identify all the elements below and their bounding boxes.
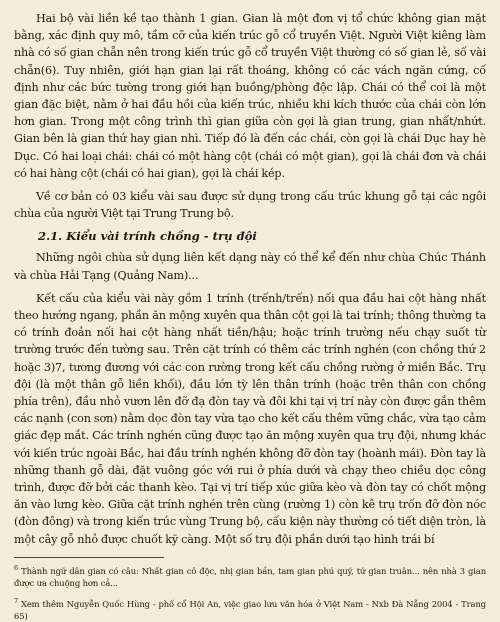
footnote-text: Xem thêm Nguyễn Quốc Hùng - phố cổ Hội An, việc giao lưu văn hóa ở Việt Nam - Nxb Đà Nẵng 2004 - Trang 65) [14,598,486,620]
section-heading: 2.1. Kiểu vài trính chồng - trụ đội [14,229,486,243]
footnote [14,595,486,622]
body-paragraph: Những ngôi chùa sử dụng liên kết dạng này có thể kể đến như chùa Chúc Thánh và chùa Hải Tạng (Quảng Nam)... [14,249,486,283]
footnote [14,562,486,590]
body-paragraph: Hai bộ vài liền kề tạo thành 1 gian. Gian là một đơn vị tổ chức không gian mặt bằng, xác định quy mô, tầm cỡ của kiến trúc gỗ cổ truyền Việt. Người Việt kiêng làm nhà có số gian chẵn nên trong kiến trúc gỗ cổ truyền Việt thường có số gian lẻ, số vài chẵn(6). Tuy nhiên, giới hạn gian lại rất thoáng, không có các vách ngăn cứng, cố định như các bức tường trong giới hạn buồng/phòng độc lập. Chái có thể coi là một gian đặc biệt, nằm ở hai đầu hồi của kiến trúc, nhiều khi kích thước của chái còn lớn hơn gian. Trong một công trình thì gian giữa còn gọi là gian trung, gian nhất/nhứt. Gian bên là gian thứ hay gian nhì. Tiếp đó là đến các chái, còn gọi là chái Dục hay hè Dục. Có hai loại chái: chái có một hàng cột (chái có một gian), gọi là chái đơn và chái có hai hàng cột (chái có hai gian), gọi là chái kép. [14,10,486,182]
footnote-marker: 6 [14,564,18,572]
footnote-text: Thành ngữ dân gian có câu: Nhất gian cô độc, nhị gian bần, tam gian phú quý, tứ gian truân... nên nhà 3 gian được ưa chuộng hơn cả... [14,566,486,588]
footnote-marker: 7 [14,597,18,605]
footnote-divider [14,557,164,558]
body-paragraph: Về cơ bản có 03 kiểu vài sau được sử dụng trong cấu trúc khung gỗ tại các ngôi chùa của người Việt tại Trung Trung bộ. [14,188,486,222]
body-paragraph: Kết cấu của kiểu vài này gồm 1 trính (trếnh/trến) nối qua đầu hai cột hàng nhất theo hướng ngang, phần ăn mộng xuyên qua thân cột gọi là tai trính; thông thường ta có trính đoản nối hai cột hàng nhất tiền/hậu; hoặc trính trường nếu chạy suốt từ trường trước đến tường sau. Trên cặt trính có thêm các trính nghén (con chồng thứ 2 hoặc 3)7, tương đương với các con rường trong kết cấu chồng rường ở miền Bắc. Trụ đội (là một thân gỗ liền khối), đầu lớn tỳ lên thân trính (hoặc trên thân con chồng phía trên), đầu nhỏ vươn lên đỡ đạ đòn tay và đôi khi tại vị trí này còn được gắn thêm các nạnh (con sơn) nằm dọc đòn tay vừa tạo cho kết cấu thêm vững chắc, vừa tạo cảm giác đẹp mắt. Các trính nghén cũng được tạo ăn mộng xuyên qua trụ đội, nhưng khác với kiến trúc ngoài Bắc, hai đầu trính nghén không đỡ đòn tay (hoành mái). Đòn tay là những thanh gỗ dài, đặt vuông góc với rui ở phía dưới và chạy theo chiều dọc công trình, được đỡ bởi các thanh kèo. Tại vị trí tiếp xúc giữa kèo và đòn tay có chốt mộng ăn vào lưng kèo. Giữa cặt trính nghén trên cùng (rường 1) còn kê trụ trốn đỡ đòn nóc (đòn đông) và trong kiến trúc vùng Trung bộ, cấu kiện này thường có tiết diện tròn, là một cây gỗ nhỏ được chuốt kỹ càng. Một số trụ đội phần dưới tạo hình trái bí [14,290,486,548]
